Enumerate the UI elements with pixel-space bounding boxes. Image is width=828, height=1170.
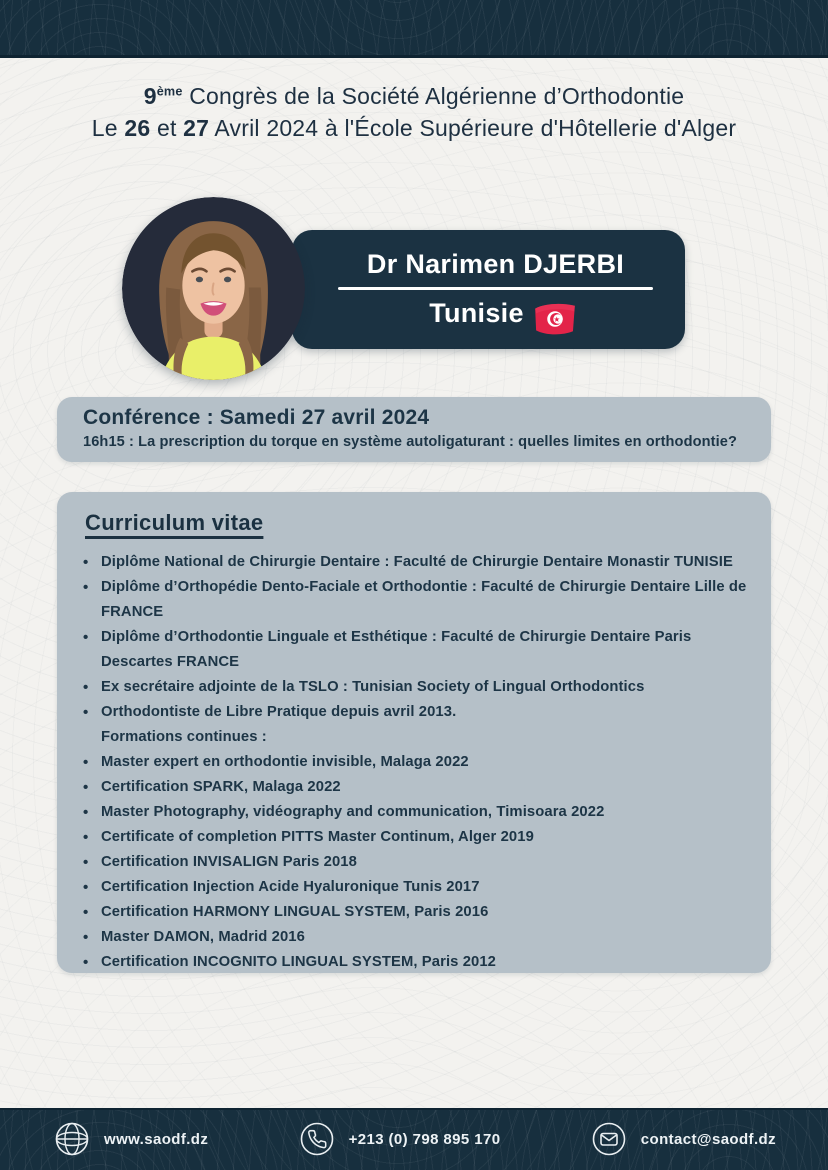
tunisia-flag-icon: [532, 302, 578, 336]
cv-item-text: Diplôme d’Orthopédie Dento-Faciale et Orthodontie : Faculté de Chirurgie Dentaire Lille de FRANCE: [101, 579, 747, 620]
title-date-2: 27: [183, 115, 210, 141]
cv-item: [83, 750, 747, 775]
title-ordinal-number: 9: [143, 83, 157, 109]
title-line-1-text: Congrès de la Société Algérienne d’Orthodontie: [182, 83, 685, 109]
bullet-icon: •: [83, 579, 89, 596]
header-topographic-band: [0, 0, 828, 58]
cv-item-text: Master expert en orthodontie invisible, Malaga 2022: [101, 754, 469, 770]
speaker-country: Tunisie: [429, 297, 524, 328]
bullet-icon: •: [83, 804, 89, 821]
title-line-2-text: Avril 2024 à l'École Supérieure d'Hôtellerie d'Alger: [209, 115, 737, 141]
footer-website[interactable]: [52, 1119, 208, 1159]
cv-item-text: Orthodontiste de Libre Pratique depuis avril 2013.: [101, 704, 457, 720]
phone-icon: [297, 1119, 337, 1159]
bullet-icon: •: [83, 754, 89, 771]
title-ordinal-suffix: ème: [156, 84, 183, 99]
conference-info-box: [57, 397, 771, 462]
title-line-2: [0, 112, 828, 144]
cv-heading: Curriculum vitae: [85, 510, 264, 535]
cv-item-text: Diplôme d’Orthodontie Linguale et Esthétique : Faculté de Chirurgie Dentaire Paris Descartes FRANCE: [101, 629, 692, 670]
speaker-card: [292, 230, 685, 349]
cv-item: [83, 950, 747, 975]
bullet-icon: •: [83, 679, 89, 696]
cv-item: [83, 775, 747, 800]
bullet-icon: •: [83, 779, 89, 796]
cv-item-text: Certification Injection Acide Hyaluronique Tunis 2017: [101, 879, 480, 895]
bullet-icon: •: [83, 904, 89, 921]
email-address: contact@saodf.dz: [640, 1130, 776, 1148]
title-line-2-prefix: Le: [91, 115, 125, 141]
cv-item: [83, 625, 747, 675]
speaker-photo: [122, 197, 305, 380]
cv-item-text: Ex secrétaire adjointe de la TSLO : Tunisian Society of Lingual Orthodontics: [101, 679, 645, 695]
speaker-country-row: [429, 296, 578, 330]
footer-contact-bar: [0, 1108, 828, 1170]
cv-item: [83, 550, 747, 575]
cv-item: [83, 875, 747, 900]
bullet-icon: •: [83, 554, 89, 571]
title-date-1: 26: [124, 115, 151, 141]
page-title: [0, 80, 828, 144]
cv-item: [83, 825, 747, 850]
bullet-icon: •: [83, 879, 89, 896]
title-line-1: [0, 80, 828, 112]
globe-icon: [52, 1119, 92, 1159]
cv-item: [83, 700, 747, 725]
cv-item: [83, 575, 747, 625]
bullet-icon: •: [83, 954, 89, 971]
cv-item-text: Diplôme National de Chirurgie Dentaire : Faculté de Chirurgie Dentaire Monastir TUNISIE: [101, 554, 733, 570]
cv-item: [83, 675, 747, 700]
speaker-portrait-illustration: [122, 197, 305, 380]
speaker-divider: [338, 287, 653, 290]
mail-icon: [589, 1119, 629, 1159]
cv-item: [83, 900, 747, 925]
cv-item-text: Certification INVISALIGN Paris 2018: [101, 854, 357, 870]
cv-item-text: Certification HARMONY LINGUAL SYSTEM, Paris 2016: [101, 904, 489, 920]
cv-item: [83, 925, 747, 950]
bullet-icon: •: [83, 704, 89, 721]
cv-item: [83, 800, 747, 825]
cv-item-text: Certification INCOGNITO LINGUAL SYSTEM, Paris 2012: [101, 954, 497, 970]
cv-item-text: Certificate of completion PITTS Master Continum, Alger 2019: [101, 829, 534, 845]
cv-item-text: Master Photography, vidéography and communication, Timisoara 2022: [101, 804, 605, 820]
bullet-icon: •: [83, 929, 89, 946]
cv-subheading: [83, 725, 747, 750]
cv-item: [83, 850, 747, 875]
cv-list: [83, 550, 747, 975]
cv-item-text: Master DAMON, Madrid 2016: [101, 929, 305, 945]
footer-phone[interactable]: [297, 1119, 501, 1159]
footer-email[interactable]: [589, 1119, 776, 1159]
cv-item-text: Formations continues :: [101, 729, 267, 745]
bullet-icon: •: [83, 854, 89, 871]
title-line-2-mid: et: [150, 115, 184, 141]
speaker-name: Dr Narimen DJERBI: [366, 249, 625, 279]
bullet-icon: •: [83, 829, 89, 846]
bullet-icon: •: [83, 629, 89, 646]
phone-number: +213 (0) 798 895 170: [348, 1130, 501, 1148]
conference-detail: 16h15 : La prescription du torque en système autoligaturant : quelles limites en orthodontie?: [83, 434, 737, 450]
website-url: www.saodf.dz: [104, 1130, 209, 1148]
cv-box: [57, 492, 771, 973]
conference-heading: Conférence : Samedi 27 avril 2024: [83, 406, 430, 429]
cv-item-text: Certification SPARK, Malaga 2022: [101, 779, 341, 795]
